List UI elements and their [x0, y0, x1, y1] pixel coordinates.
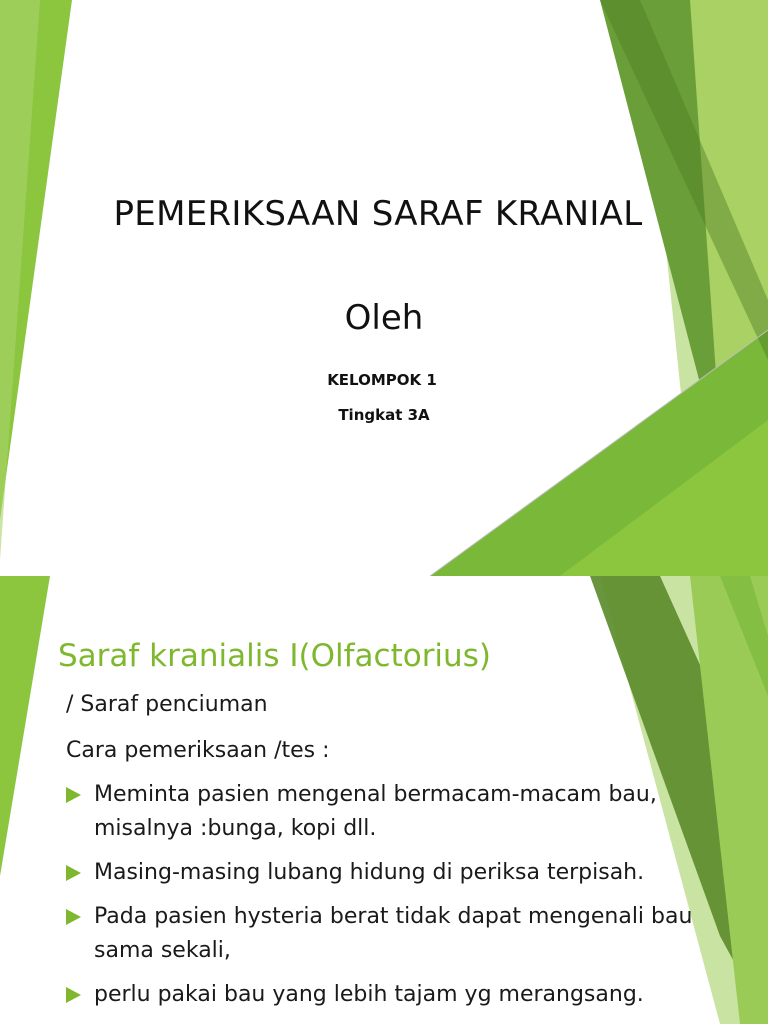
- group-name: KELOMPOK 1: [327, 371, 437, 389]
- bullet-arrow-icon: [66, 787, 81, 803]
- class-level: Tingkat 3A: [338, 406, 430, 424]
- bullet-arrow-icon: [66, 865, 81, 881]
- list-item: perlu pakai bau yang lebih tajam yg merangsang.: [66, 978, 756, 1012]
- content-slide: [0, 576, 768, 1024]
- list-item: Masing-masing lubang hidung di periksa terpisah.: [66, 856, 756, 890]
- list-item: Pada pasien hysteria berat tidak dapat mengenali bau sama sekali,: [66, 900, 756, 968]
- author-label: Oleh: [344, 298, 424, 338]
- slide-title: Saraf kranialis I(Olfactorius): [58, 638, 491, 674]
- slide-subtitle: / Saraf penciuman: [66, 692, 268, 717]
- method-label: Cara pemeriksaan /tes :: [66, 738, 330, 763]
- bullet-arrow-icon: [66, 909, 81, 925]
- list-item: Meminta pasien mengenal bermacam-macam bau, misalnya :bunga, kopi dll.: [66, 778, 756, 846]
- presentation-title: PEMERIKSAAN SARAF KRANIAL: [113, 194, 643, 234]
- bullet-arrow-icon: [66, 987, 81, 1003]
